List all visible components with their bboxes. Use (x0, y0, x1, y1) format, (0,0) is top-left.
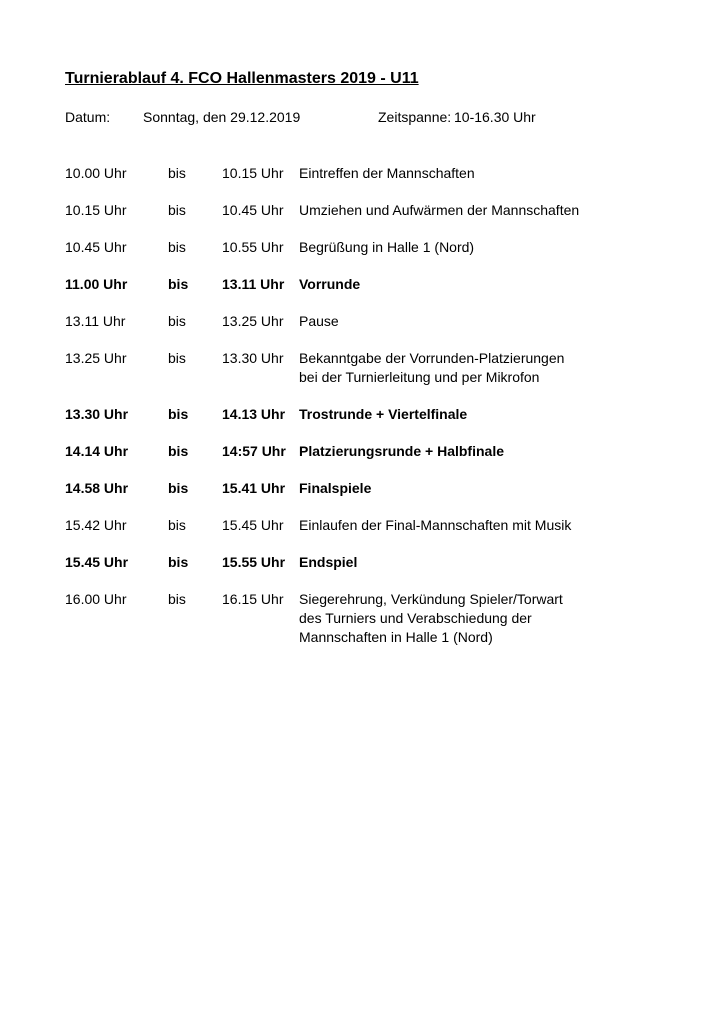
date-label: Datum: (65, 109, 111, 125)
start-time: 10.15 Uhr (65, 202, 127, 218)
time-separator: bis (168, 350, 186, 366)
start-time: 13.11 Uhr (65, 313, 126, 329)
event-description (299, 442, 504, 461)
event-description (299, 349, 564, 387)
start-time: 10.45 Uhr (65, 239, 127, 255)
time-separator: bis (168, 517, 186, 533)
event-description-line: Pause (299, 313, 339, 329)
event-description (299, 164, 475, 183)
event-description (299, 553, 357, 572)
end-time: 15.55 Uhr (222, 554, 286, 570)
time-separator: bis (168, 165, 186, 181)
end-time: 13.11 Uhr (222, 276, 285, 292)
time-separator: bis (168, 202, 186, 218)
timespan-value: 10-16.30 Uhr (454, 109, 536, 125)
start-time: 14.58 Uhr (65, 480, 129, 496)
end-time: 13.30 Uhr (222, 350, 284, 366)
event-description-line: Endspiel (299, 554, 358, 570)
end-time: 14:57 Uhr (222, 443, 286, 459)
time-separator: bis (168, 480, 189, 496)
event-description (299, 275, 360, 294)
event-description (299, 479, 371, 498)
event-description-line: Siegerehrung, Verkündung Spieler/Torwart (299, 591, 563, 607)
end-time: 10.15 Uhr (222, 165, 284, 181)
date-value: Sonntag, den 29.12.2019 (143, 109, 301, 125)
end-time: 15.45 Uhr (222, 517, 284, 533)
end-time: 14.13 Uhr (222, 406, 286, 422)
time-separator: bis (168, 591, 186, 607)
time-separator: bis (168, 443, 189, 459)
start-time: 15.45 Uhr (65, 554, 129, 570)
time-separator: bis (168, 239, 186, 255)
event-description (299, 201, 579, 220)
start-time: 15.42 Uhr (65, 517, 127, 533)
start-time: 16.00 Uhr (65, 591, 127, 607)
time-separator: bis (168, 406, 189, 422)
event-description-line: Begrüßung in Halle 1 (Nord) (299, 239, 475, 255)
event-description (299, 405, 467, 424)
end-time: 13.25 Uhr (222, 313, 284, 329)
event-description-line: des Turniers und Verabschiedung der (299, 610, 532, 626)
event-description-line: Umziehen und Aufwärmen der Mannschaften (299, 202, 580, 218)
event-description-line: Trostrunde + Viertelfinale (299, 406, 468, 422)
end-time: 15.41 Uhr (222, 480, 286, 496)
event-description-line: bei der Turnierleitung und per Mikrofon (299, 369, 540, 385)
time-separator: bis (168, 276, 189, 292)
event-description (299, 238, 474, 257)
document-title: Turnierablauf 4. FCO Hallenmasters 2019 - U11 (65, 70, 419, 87)
event-description-line: Finalspiele (299, 480, 372, 496)
event-description-line: Platzierungsrunde + Halbfinale (299, 443, 504, 459)
start-time: 14.14 Uhr (65, 443, 129, 459)
start-time: 10.00 Uhr (65, 165, 127, 181)
event-description-line: Vorrunde (299, 276, 361, 292)
event-description-line: Einlaufen der Final-Mannschaften mit Musik (299, 517, 572, 533)
end-time: 10.45 Uhr (222, 202, 284, 218)
time-separator: bis (168, 554, 189, 570)
event-description-line: Bekanntgabe der Vorrunden-Platzierungen (299, 350, 565, 366)
start-time: 13.25 Uhr (65, 350, 127, 366)
end-time: 16.15 Uhr (222, 591, 284, 607)
event-description (299, 590, 563, 647)
end-time: 10.55 Uhr (222, 239, 284, 255)
event-description-line: Mannschaften in Halle 1 (Nord) (299, 629, 493, 645)
start-time: 11.00 Uhr (65, 276, 128, 292)
event-description (299, 312, 339, 331)
start-time: 13.30 Uhr (65, 406, 129, 422)
timespan-label: Zeitspanne: (378, 109, 452, 125)
event-description (299, 516, 571, 535)
event-description-line: Eintreffen der Mannschaften (299, 165, 475, 181)
time-separator: bis (168, 313, 186, 329)
